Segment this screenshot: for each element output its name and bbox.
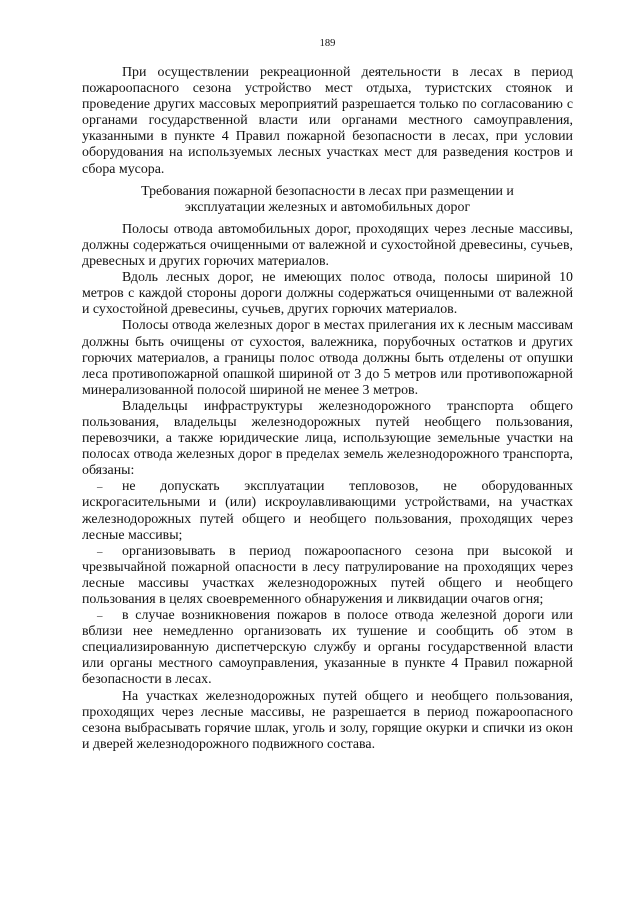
document-page <box>82 38 573 753</box>
dash-bullet: – <box>97 481 103 494</box>
list-item-text: организовывать в период пожароопасного сезона при высокой и чрезвычайной пожарной опасности в лесу патрулирование на проходящих через лесные массивы участках железнодорожных путей общего и необщего пользования в целях своевременного обнаружения и ликвидации очагов огня; <box>82 543 573 607</box>
list-item-text: не допускать эксплуатации тепловозов, не оборудованных искрогасительными и (или) искроулавливающими устройствами, на участках железнодорожных путей общего и необщего пользования, проходящих через лесные массивы; <box>82 479 573 543</box>
intro-paragraph: При осуществлении рекреационной деятельности в лесах в период пожароопасного сезона устройство мест отдыха, туристских стоянок и проведение других массовых мероприятий разрешается только по согласованию с органами государственной власти или органами местного самоуправления, указанными в пункте 4 Правил пожарной безопасности в лесах, при условии оборудования на используемых лесных участках мест для разведения костров и сбора мусора. <box>82 65 573 177</box>
section-heading <box>82 184 573 216</box>
section-heading-line-2: эксплуатации железных и автомобильных дорог <box>184 199 471 215</box>
list-item-patrol <box>82 544 573 608</box>
paragraph-railway-strips: Полосы отвода железных дорог в местах прилегания их к лесным массивам должны быть очищены от сухостоя, валежника, порубочных остатков и других горючих материалов, а границы полос отвода должны быть отделены от опушки леса противопожарной опашкой шириной от 3 до 5 метров или противопожарной минерализованной полосой шириной не менее 3 метров. <box>82 318 573 398</box>
dash-bullet: – <box>97 610 103 623</box>
list-item-text: в случае возникновения пожаров в полосе отвода железной дороги или вблизи нее немедленно организовать их тушение и сообщить об этом в специализированную диспетчерскую службу и органы государственной власти или органы местного самоуправления, указанные в пункте 4 Правил пожарной безопасности в лесах. <box>82 608 573 688</box>
paragraph-road-strips: Полосы отвода автомобильных дорог, проходящих через лесные массивы, должны содержаться очищенными от валежной и сухостойной древесины, сучьев, древесных и других горючих материалов. <box>82 221 573 270</box>
list-item-locomotives <box>82 479 573 543</box>
page-number: 189 <box>319 38 336 49</box>
dash-bullet: – <box>97 545 103 558</box>
section-heading-line-1: Требования пожарной безопасности в лесах при размещении и <box>141 183 514 199</box>
paragraph-railway-owners: Владельцы инфраструктуры железнодорожного транспорта общего пользования, владельцы железнодорожных путей необщего пользования, перевозчики, а также юридические лица, использующие земельные участки на полосах отвода железных дорог в пределах земель железнодорожного транспорта, обязаны: <box>82 398 573 479</box>
list-item-fire-response <box>82 608 573 688</box>
final-paragraph: На участках железнодорожных путей общего и необщего пользования, проходящих через лесные массивы, не разрешается в период пожароопасного сезона выбрасывать горячие шлак, уголь и золу, горящие окурки и спички из окон и дверей железнодорожного подвижного состава. <box>82 688 573 752</box>
paragraph-forest-roads: Вдоль лесных дорог, не имеющих полос отвода, полосы шириной 10 метров с каждой стороны дороги должны содержаться очищенными от валежной и сухостойной древесины, сучьев, других горючих материалов. <box>82 270 573 318</box>
